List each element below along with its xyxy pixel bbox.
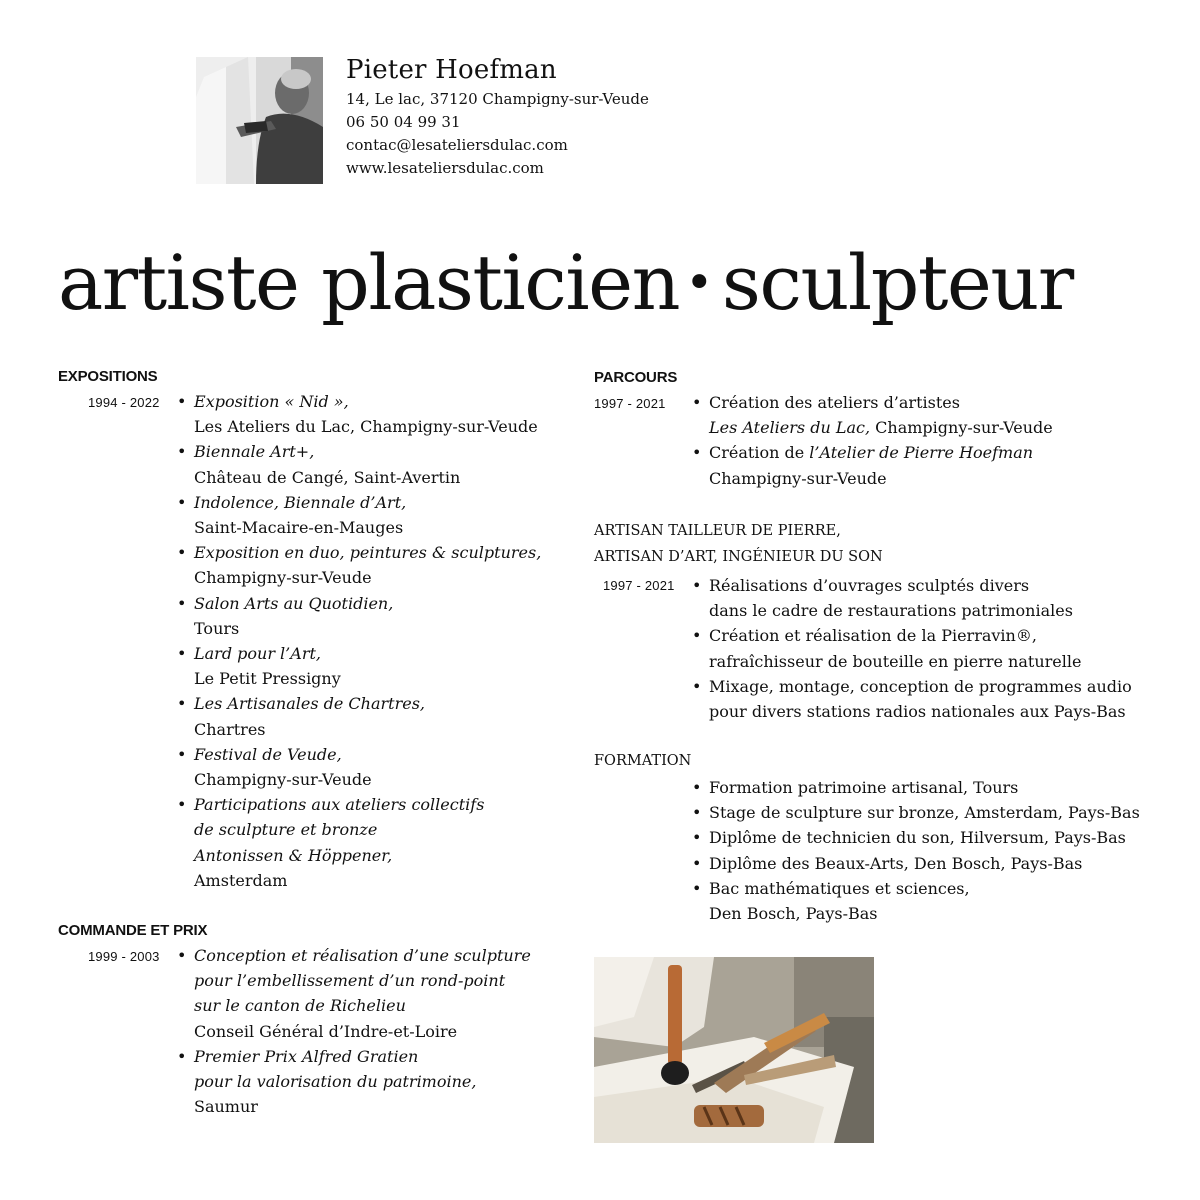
parcours-years: 1997 - 2021 (594, 396, 666, 411)
artist-name: Pieter Hoefman (346, 55, 557, 85)
item-line-1: • Mixage, montage, conception de programmes audio (709, 676, 1132, 696)
headline-part-2: sculpteur (721, 238, 1073, 327)
item-title: • Lard pour l’Art, (194, 644, 321, 664)
item-place: Champigny-sur-Veude (194, 568, 372, 588)
page-headline (58, 228, 1073, 344)
item-client: Conseil Général d’Indre-et-Loire (194, 1021, 458, 1041)
list-item (709, 390, 1053, 440)
list-item (194, 540, 541, 590)
item-place: Le Petit Pressigny (194, 669, 341, 689)
list-item (194, 691, 541, 741)
item-title-line-2: pour la valorisation du patrimoine, (194, 1072, 477, 1092)
item-place: Saint-Macaire-en-Mauges (194, 518, 404, 538)
section-title-formation: FORMATION (594, 753, 692, 769)
phone-number: 06 50 04 99 31 (346, 113, 461, 131)
list-item (709, 876, 1140, 926)
item-title: • Création des ateliers d’artistes (709, 393, 960, 412)
item-place: Chartres (194, 719, 266, 739)
list-item (709, 440, 1053, 490)
list-item (194, 1044, 531, 1120)
item-line-1: • Formation patrimoine artisanal, Tours (709, 778, 1019, 797)
item-line-2: rafraîchisseur de bouteille en pierre naturelle (709, 651, 1082, 671)
parcours-list (709, 390, 1053, 491)
item-place-italic: Les Ateliers du Lac, (709, 418, 871, 438)
item-title: • Biennale Art+, (194, 442, 315, 462)
item-place: Les Ateliers du Lac, Champigny-sur-Veude (194, 417, 538, 437)
item-place: Champigny-sur-Veude (194, 770, 372, 790)
list-item (194, 439, 541, 489)
item-title: • Exposition en duo, peintures & sculptures, (194, 543, 542, 563)
sculpting-tools-photo (594, 957, 874, 1143)
item-line-1: • Réalisations d’ouvrages sculptés divers (709, 576, 1030, 595)
headline-part-1: artiste plasticien (58, 238, 680, 327)
commande-years: 1999 - 2003 (88, 949, 160, 964)
item-line-2: pour divers stations radios nationales aux Pays-Bas (709, 702, 1126, 722)
item-title: • Exposition « Nid », (194, 392, 349, 411)
item-place: Amsterdam (194, 870, 288, 890)
artisan-title-line-1: ARTISAN TAILLEUR DE PIERRE, (594, 523, 841, 539)
item-title: • Premier Prix Alfred Gratien (194, 1046, 419, 1066)
item-place-town: Champigny-sur-Veude (870, 418, 1053, 438)
contact-block (346, 52, 649, 180)
section-title-parcours: PARCOURS (594, 369, 678, 386)
item-title-line-3: Antonissen & Höppener, (194, 845, 393, 865)
list-item (709, 800, 1140, 825)
expositions-list (194, 389, 541, 893)
address: 14, Le lac, 37120 Champigny-sur-Veude (346, 90, 649, 108)
list-item (709, 573, 1132, 623)
item-title (709, 440, 1053, 465)
list-item (709, 674, 1132, 724)
item-title-line-2: de sculpture et bronze (194, 820, 378, 840)
list-item (194, 591, 541, 641)
item-place: Saumur (194, 1097, 258, 1117)
item-title: • Salon Arts au Quotidien, (194, 593, 394, 613)
item-place: Château de Cangé, Saint-Avertin (194, 467, 461, 487)
item-title: • Participations aux ateliers collectifs (194, 795, 485, 815)
commande-list (194, 943, 531, 1119)
item-place: Champigny-sur-Veude (709, 468, 887, 488)
item-line-1: • Bac mathématiques et sciences, (709, 878, 970, 898)
headline-separator: • (685, 255, 712, 311)
item-line-2: Den Bosch, Pays-Bas (709, 904, 878, 924)
list-item (194, 641, 541, 691)
item-title: • Conception et réalisation d’une sculpture (194, 946, 531, 965)
item-title-line-3: sur le canton de Richelieu (194, 996, 406, 1016)
list-item (194, 792, 541, 893)
email-link[interactable]: contac@lesateliersdulac.com (346, 136, 568, 154)
website-link[interactable]: www.lesateliersdulac.com (346, 159, 544, 177)
item-line-2: dans le cadre de restaurations patrimoniales (709, 601, 1073, 621)
section-title-expositions: EXPOSITIONS (58, 368, 158, 385)
list-item (709, 623, 1132, 673)
formation-list (709, 775, 1140, 926)
item-line-1: • Diplôme de technicien du son, Hilversum, Pays-Bas (709, 828, 1126, 848)
artisan-years: 1997 - 2021 (603, 578, 675, 593)
item-place (709, 415, 1053, 440)
expositions-years: 1994 - 2022 (88, 395, 160, 410)
item-place: Tours (194, 618, 240, 638)
item-title: • Les Artisanales de Chartres, (194, 694, 425, 714)
list-item (709, 825, 1140, 850)
section-title-artisan (594, 518, 883, 570)
item-title: • Festival de Veude, (194, 744, 342, 764)
list-item (194, 742, 541, 792)
list-item (709, 775, 1140, 800)
item-line-1: • Diplôme des Beaux-Arts, Den Bosch, Pays-Bas (709, 853, 1083, 873)
artisan-title-line-2: ARTISAN D’ART, INGÉNIEUR DU SON (594, 549, 883, 565)
artist-portrait-photo (196, 57, 323, 184)
item-line-1: • Stage de sculpture sur bronze, Amsterdam, Pays-Bas (709, 803, 1140, 823)
list-item (194, 389, 541, 439)
item-line-1: • Création et réalisation de la Pierravin®, (709, 626, 1037, 646)
item-title: • Indolence, Biennale d’Art, (194, 492, 407, 512)
list-item (194, 490, 541, 540)
list-item (709, 851, 1140, 876)
artisan-list (709, 573, 1132, 724)
list-item (194, 943, 531, 1044)
section-title-commande-et-prix: COMMANDE ET PRIX (58, 922, 208, 939)
item-title-prefix: Création de (709, 443, 810, 463)
item-title-line-2: pour l’embellissement d’un rond-point (194, 971, 506, 991)
item-title-italic: l’Atelier de Pierre Hoefman (809, 443, 1034, 463)
